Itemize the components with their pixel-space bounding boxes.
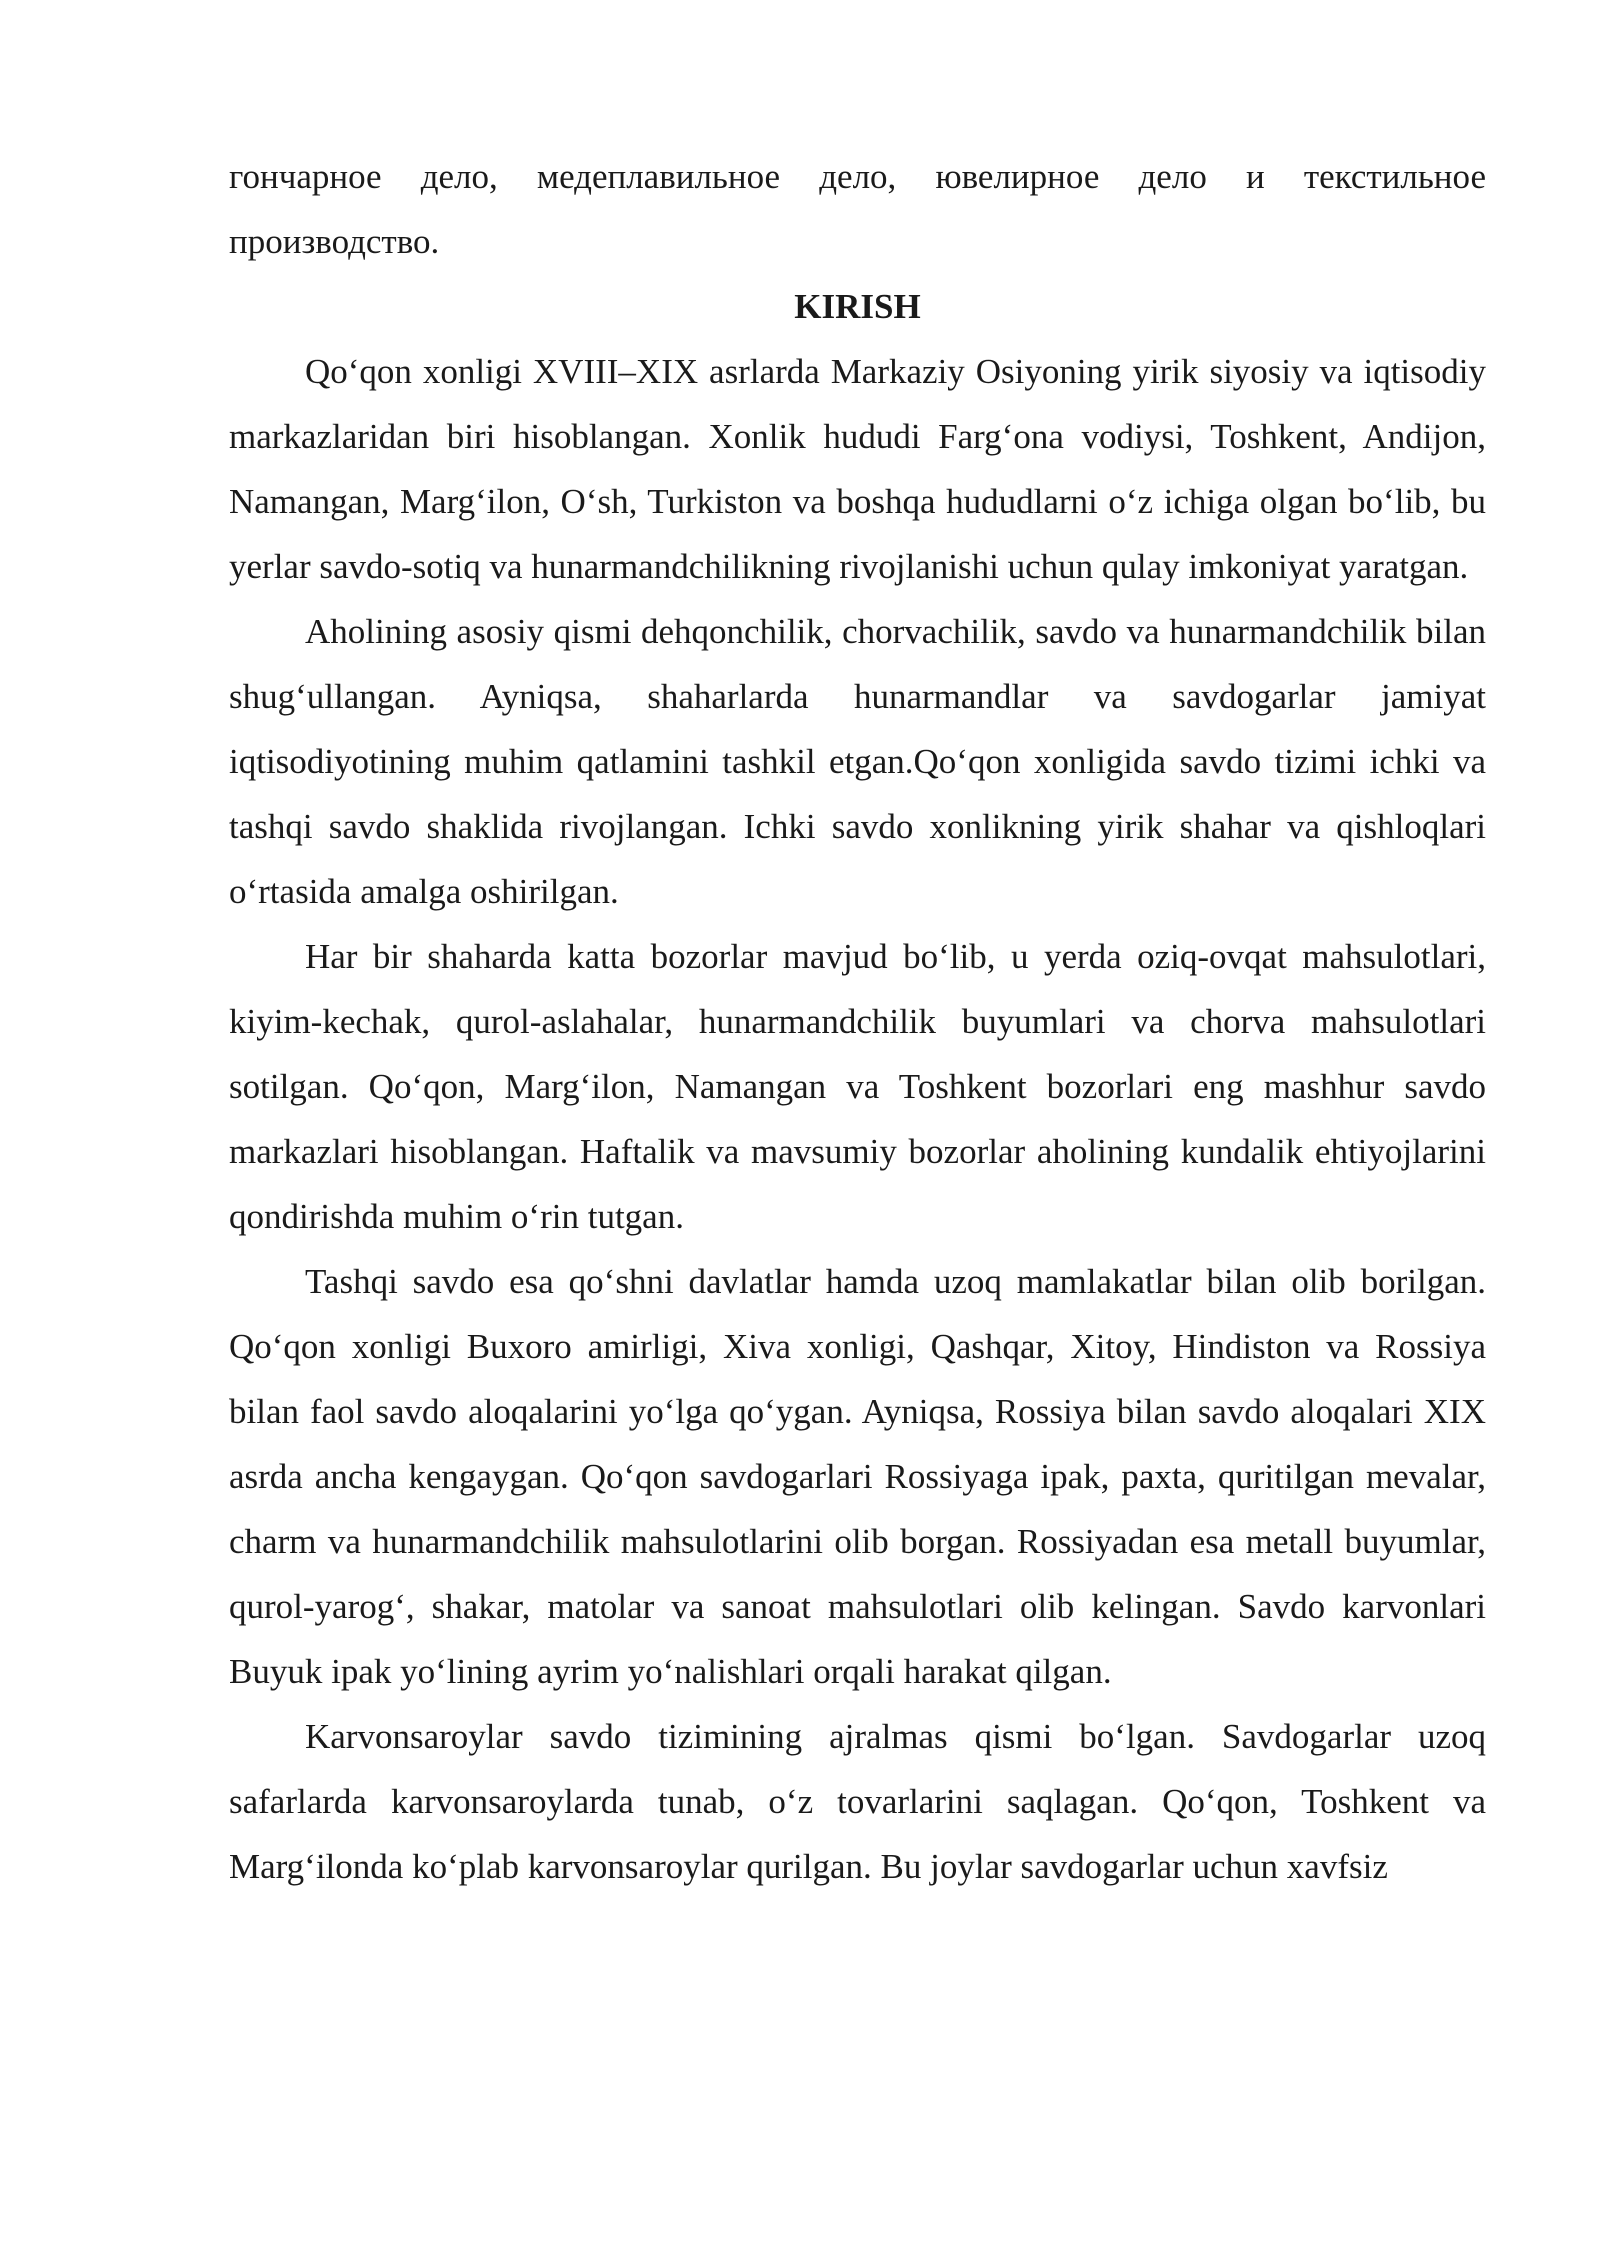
paragraph-5: Karvonsaroylar savdo tizimining ajralmas qismi bo‘lgan. Savdogarlar uzoq safarlarda karvonsaroylarda tunab, o‘z tovarlarini saqlagan. Qo‘qon, Toshkent va Marg‘ilonda ko‘plab karvonsaroylar qurilgan. Bu joylar savdogarlar uchun xavfsiz — [229, 1717, 1486, 1886]
body-text — [229, 144, 1486, 1899]
continuation-paragraph: гончарное дело, медеплавильное дело, ювелирное дело и текстильное производство. — [229, 157, 1486, 261]
paragraph-2: Aholining asosiy qismi dehqonchilik, chorvachilik, savdo va hunarmandchilik bilan shug‘ullangan. Ayniqsa, shaharlarda hunarmandlar va savdogarlar jamiyat iqtisodiyotining muhim qatlamini tashkil etgan.Qo‘qon xonligida savdo tizimi ichki va tashqi savdo shaklida rivojlangan. Ichki savdo xonlikning yirik shahar va qishloqlari o‘rtasida amalga oshirilgan. — [229, 612, 1486, 911]
paragraph-3: Har bir shaharda katta bozorlar mavjud bo‘lib, u yerda oziq-ovqat mahsulotlari, kiyim-kechak, qurol-aslahalar, hunarmandchilik buyumlari va chorva mahsulotlari sotilgan. Qo‘qon, Marg‘ilon, Namangan va Toshkent bozorlari eng mashhur savdo markazlari hisoblangan. Haftalik va mavsumiy bozorlar aholining kundalik ehtiyojlarini qondirishda muhim o‘rin tutgan. — [229, 937, 1486, 1236]
paragraph-1: Qo‘qon xonligi XVIII–XIX asrlarda Markaziy Osiyoning yirik siyosiy va iqtisodiy markazlaridan biri hisoblangan. Xonlik hududi Farg‘ona vodiysi, Toshkent, Andijon, Namangan, Marg‘ilon, O‘sh, Turkiston va boshqa hududlarni o‘z ichiga olgan bo‘lib, bu yerlar savdo-sotiq va hunarmandchilikning rivojlanishi uchun qulay imkoniyat yaratgan. — [229, 352, 1486, 586]
paragraph-4: Tashqi savdo esa qo‘shni davlatlar hamda uzoq mamlakatlar bilan olib borilgan. Qo‘qon xonligi Buxoro amirligi, Xiva xonligi, Qashqar, Xitoy, Hindiston va Rossiya bilan faol savdo aloqalarini yo‘lga qo‘ygan. Ayniqsa, Rossiya bilan savdo aloqalari XIX asrda ancha kengaygan. Qo‘qon savdogarlari Rossiyaga ipak, paxta, quritilgan mevalar, charm va hunarmandchilik mahsulotlarini olib borgan. Rossiyadan esa metall buyumlar, qurol-yarog‘, shakar, matolar va sanoat mahsulotlari olib kelingan. Savdo karvonlari Buyuk ipak yo‘lining ayrim yo‘nalishlari orqali harakat qilgan. — [229, 1262, 1486, 1691]
section-heading: KIRISH — [794, 287, 921, 326]
